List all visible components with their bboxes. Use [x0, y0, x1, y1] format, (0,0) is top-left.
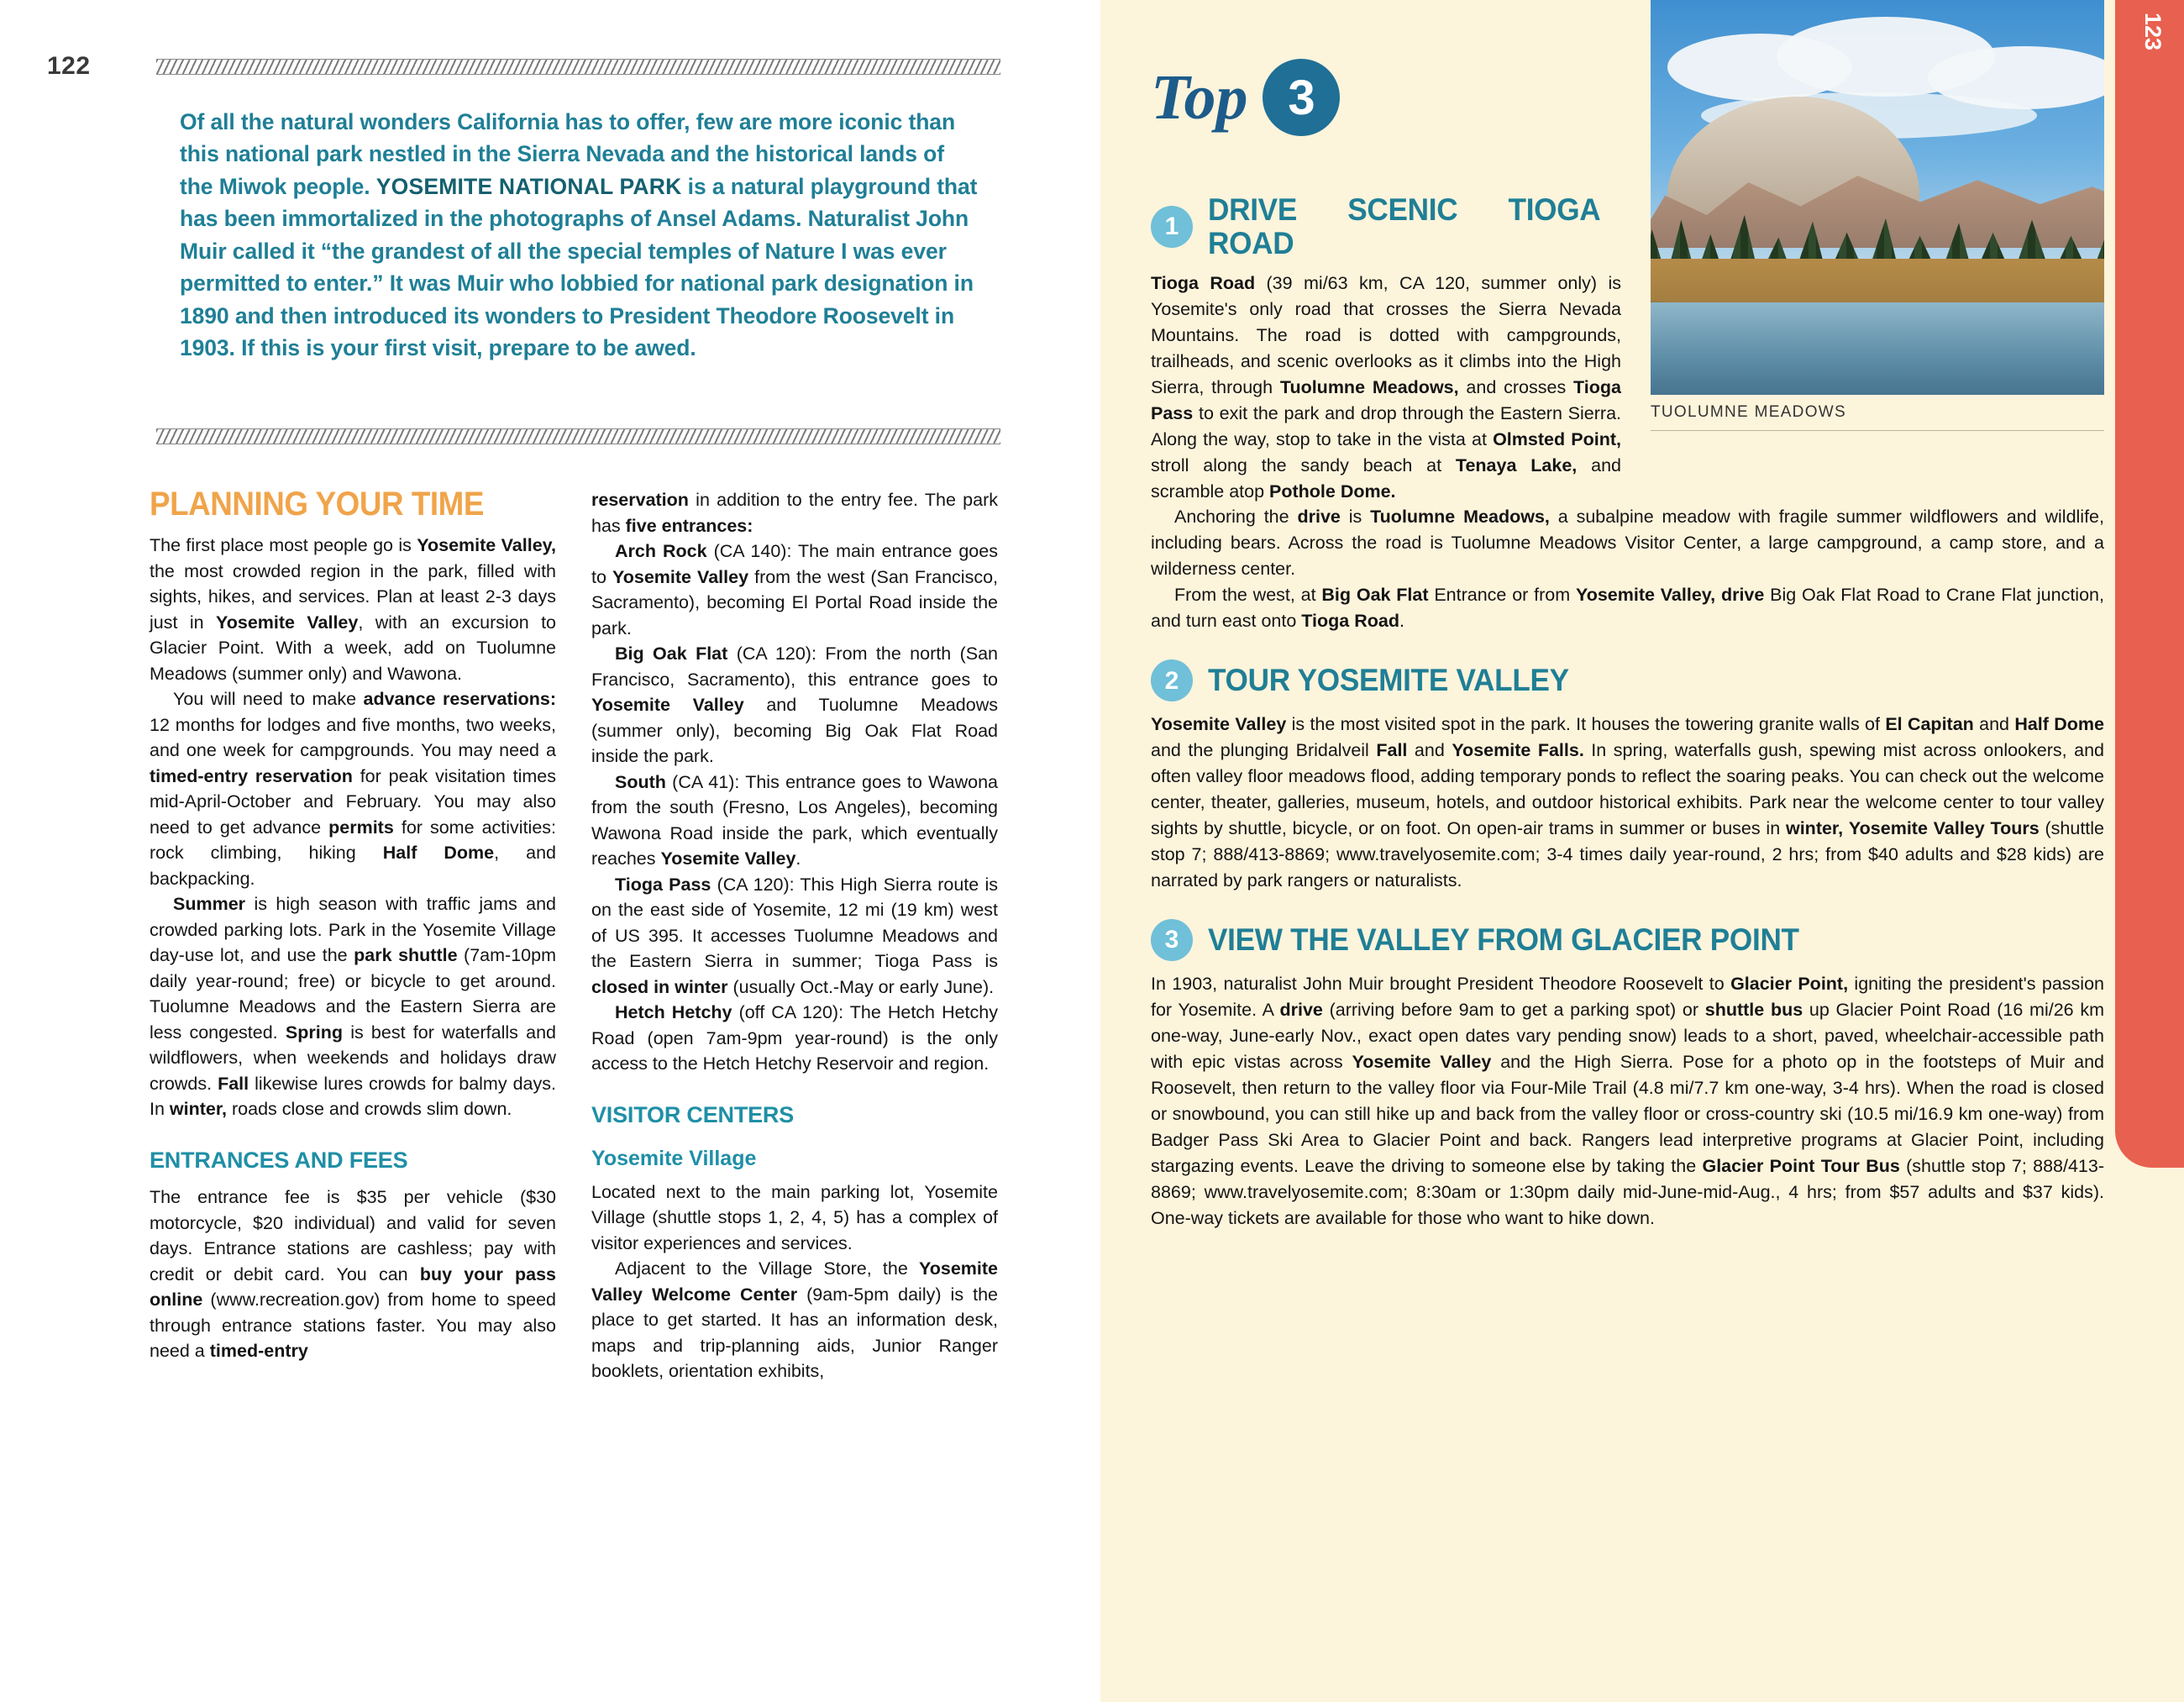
park-name: YOSEMITE NATIONAL PARK: [375, 173, 682, 199]
paragraph: In 1903, naturalist John Muir brought President Theodore Roosevelt to Glacier Point, igniting the president's passion for Yosemite. A drive (arriving before 9am to get a parking spot) or shuttle bus up Glacier Point Road (16 mi/26 km one-way, June-early Nov., exact open dates vary pending snow) leads to a short, paved, wheelchair-accessible path with epic vistas across Yosemite Valley and the High Sierra. Pose for a photo op in the footsteps of Muir and Roosevelt, then return to the valley floor via Four-Mile Trail (4.8 mi/7.7 km one-way, 3-4 hrs). When the road is closed or snowbound, you can still hike up and back from the valley floor or cross-country ski (10.5 mi/16.9 km one-way) from Badger Pass Ski Area to Glacier Point and back. Rangers lead interpretive programs at Glacier Point, including stargazing events. Leave the driving to someone else by taking the Glacier Point Tour Bus (shuttle stop 7; 888/413-8869; www.travelyosemite.com; 8:30am or 1:30pm daily mid-June-mid-Aug., 4 hrs; from $57 adults and $37 kids). One-way tickets are available for those who want to hike down.: [1151, 973, 2105, 1228]
paragraph: Tioga Pass (CA 120): This High Sierra route is on the east side of Yosemite, 12 mi (19 km) west of US 395. It accesses Tuolumne Meadows and the Eastern Sierra in summer; Tioga Pass is closed in winter (usually Oct.-May or early June).: [591, 874, 998, 997]
paragraph: South (CA 41): This entrance goes to Wawona from the south (Fresno, Los Angeles), becoming Wawona Road inside the park, which eventually reaches Yosemite Valley.: [591, 771, 998, 869]
intro-paragraph: [180, 106, 978, 364]
item-2-title: TOUR YOSEMITE VALLEY: [1208, 663, 1569, 698]
top-label: Top: [1151, 61, 1248, 133]
paragraph: You will need to make advance reservations: 12 months for lodges and five months, two weeks, and one week for campgrounds. You may need a timed-entry reservation for peak visitation times mid-April-October and February. You may also need to get advance permits for some activities: rock climbing, hiking Half Dome, and backpacking.: [150, 689, 557, 889]
intro-text-part1: Of all the natural wonders California has to offer, few are more iconic than this national park nestled in the Sierra Nevada and the historical lands of the Miwok people.: [180, 109, 956, 199]
paragraph: Anchoring the drive is Tuolumne Meadows, a subalpine meadow with fragile summer wildflowers and wildlife, including bears. Across the road is Tuolumne Meadows Visitor Center, a large campground, a camp store, and a wilderness center.: [1151, 507, 2104, 580]
paragraph: Summer is high season with traffic jams and crowded parking lots. Park in the Yosemite Village day-use lot, and use the park shuttle (7am-10pm daily year-round; free) or bicycle to get around. Tuolumne Meadows and the Eastern Sierra are less congested. Spring is best for waterfalls and wildflowers, when weekends and holidays draw crowds. Fall likewise lures crowds for balmy days. In winter, roads close and crowds slim down.: [150, 894, 556, 1120]
paragraph: From the west, at Big Oak Flat Entrance or from Yosemite Valley, drive Big Oak Flat Road to Crane Flat junction, and turn east onto Tioga Road.: [1151, 585, 2104, 632]
paragraph: Arch Rock (CA 140): The main entrance goes to Yosemite Valley from the west (San Francisco, Sacramento), becoming El Portal Road inside the park.: [591, 541, 998, 638]
paragraph: Big Oak Flat (CA 120): From the north (San Francisco, Sacramento), this entrance goes to Yosemite Valley and Tuolumne Meadows (summer only), becoming Big Oak Flat Road inside the park.: [591, 644, 998, 767]
page-number-right: 123: [2140, 12, 2166, 50]
paragraph: Located next to the main parking lot, Yosemite Village (shuttle stops 1, 2, 4, 5) has a complex of visitor experiences and services.: [591, 1181, 998, 1253]
photo-caption: TUOLUMNE MEADOWS: [1651, 403, 2104, 431]
item-1-title: DRIVE SCENIC TIOGA ROAD: [1208, 192, 1601, 260]
page-number-left: 122: [47, 52, 91, 80]
top-three-header: [1151, 59, 1340, 136]
side-tab-label: [2149, 0, 2172, 151]
subheading-visitor-centers: VISITOR CENTERS: [591, 1101, 795, 1127]
left-column-2: [591, 487, 998, 1384]
item-3-heading: [1151, 919, 2104, 961]
paragraph: Hetch Hetchy (off CA 120): The Hetch Hetchy Road (open 7am-9pm year-round) is the only access to the Hetch Hetchy Reservoir and region.: [591, 1002, 998, 1074]
subheading-entrances-and-fees: ENTRANCES AND FEES: [150, 1147, 408, 1173]
decorative-rule-top: [156, 59, 1000, 75]
right-body: [1151, 193, 2104, 1231]
paragraph: reservation in addition to the entry fee. The park has five entrances:: [591, 490, 998, 536]
paragraph: Adjacent to the Village Store, the Yosemite Valley Welcome Center (9am-5pm daily) is the place to get started. It has an information desk, maps and trip-planning aids, Junior Ranger booklets, orientation exhibits,: [591, 1258, 998, 1382]
left-column-1: [150, 487, 556, 1384]
intro-text-part2: is a natural playground that has been immortalized in the photographs of Ansel Adams. Naturalist John Muir called it “the grandest of all the special temples of Nature I was ever permitted to enter.” It was Muir who lobbied for national park designation in 1890 and then introduced its wonders to President Theodore Roosevelt in 1903. If this is your first visit, prepare to be awed.: [180, 173, 978, 360]
paragraph: The first place most people go is Yosemite Valley, the most crowded region in the park, filled with sights, hikes, and services. Plan at least 2-3 days just in Yosemite Valley, with an excursion to Glacier Point. With a week, add on Tuolumne Meadows (summer only) and Wawona.: [150, 535, 556, 684]
paragraph: Yosemite Valley is the most visited spot in the park. It houses the towering granite walls of El Capitan and Half Dome and the plunging Bridalveil Fall and Yosemite Falls. In spring, waterfalls gush, spewing mist across onlookers, and often valley floor meadows flood, adding temporary ponds to reflect the soaring peaks. You can check out the welcome center, theater, galleries, museum, hotels, and outdoor historical exhibits. Park near the welcome center to tour valley sights by shuttle, bicycle, or on foot. On open-air trams in summer or buses in winter, Yosemite Valley Tours (shuttle stop 7; 888/413-8869; www.travelyosemite.com; 3-4 times daily year-round, 2 hrs; from $40 adults and $28 kids) are narrated by park rangers or naturalists.: [1151, 714, 2104, 890]
item-3-title: VIEW THE VALLEY FROM GLACIER POINT: [1208, 922, 1799, 957]
left-columns: [150, 487, 998, 1384]
side-tab: [2115, 0, 2184, 1168]
item-1-heading: [1151, 193, 1621, 260]
top-number-badge: 3: [1263, 59, 1340, 136]
item-2-heading: [1151, 659, 2104, 701]
decorative-rule-bottom: [156, 428, 1000, 444]
item-2-badge: 2: [1151, 659, 1193, 701]
paragraph: The entrance fee is $35 per vehicle ($30 motorcycle, $20 individual) and valid for seven days. Entrance stations are cashless; pay with credit or debit card. You can buy your pass online (www.recreation.gov) from home to speed through entrance stations faster. You may also need a timed-entry: [150, 1187, 557, 1362]
paragraph: Tioga Road (39 mi/63 km, CA 120, summer only) is Yosemite's only road that crosses the Sierra Nevada Mountains. The road is dotted with campgrounds, trailheads, and scenic overlooks as it climbs into the High Sierra, through Tuolumne Meadows, and crosses Tioga Pass to exit the park and drop through the Eastern Sierra. Along the way, stop to take in the vista at Olmsted Point, stroll along the sandy beach at Tenaya Lake, and scramble atop Pothole Dome.: [1151, 272, 1621, 502]
item-3-badge: 3: [1151, 919, 1193, 961]
right-page: [1100, 0, 2184, 1702]
subheading-yosemite-village: Yosemite Village: [591, 1147, 757, 1171]
page-title: PLANNING YOUR TIME: [150, 486, 484, 523]
item-1-badge: 1: [1151, 206, 1193, 248]
